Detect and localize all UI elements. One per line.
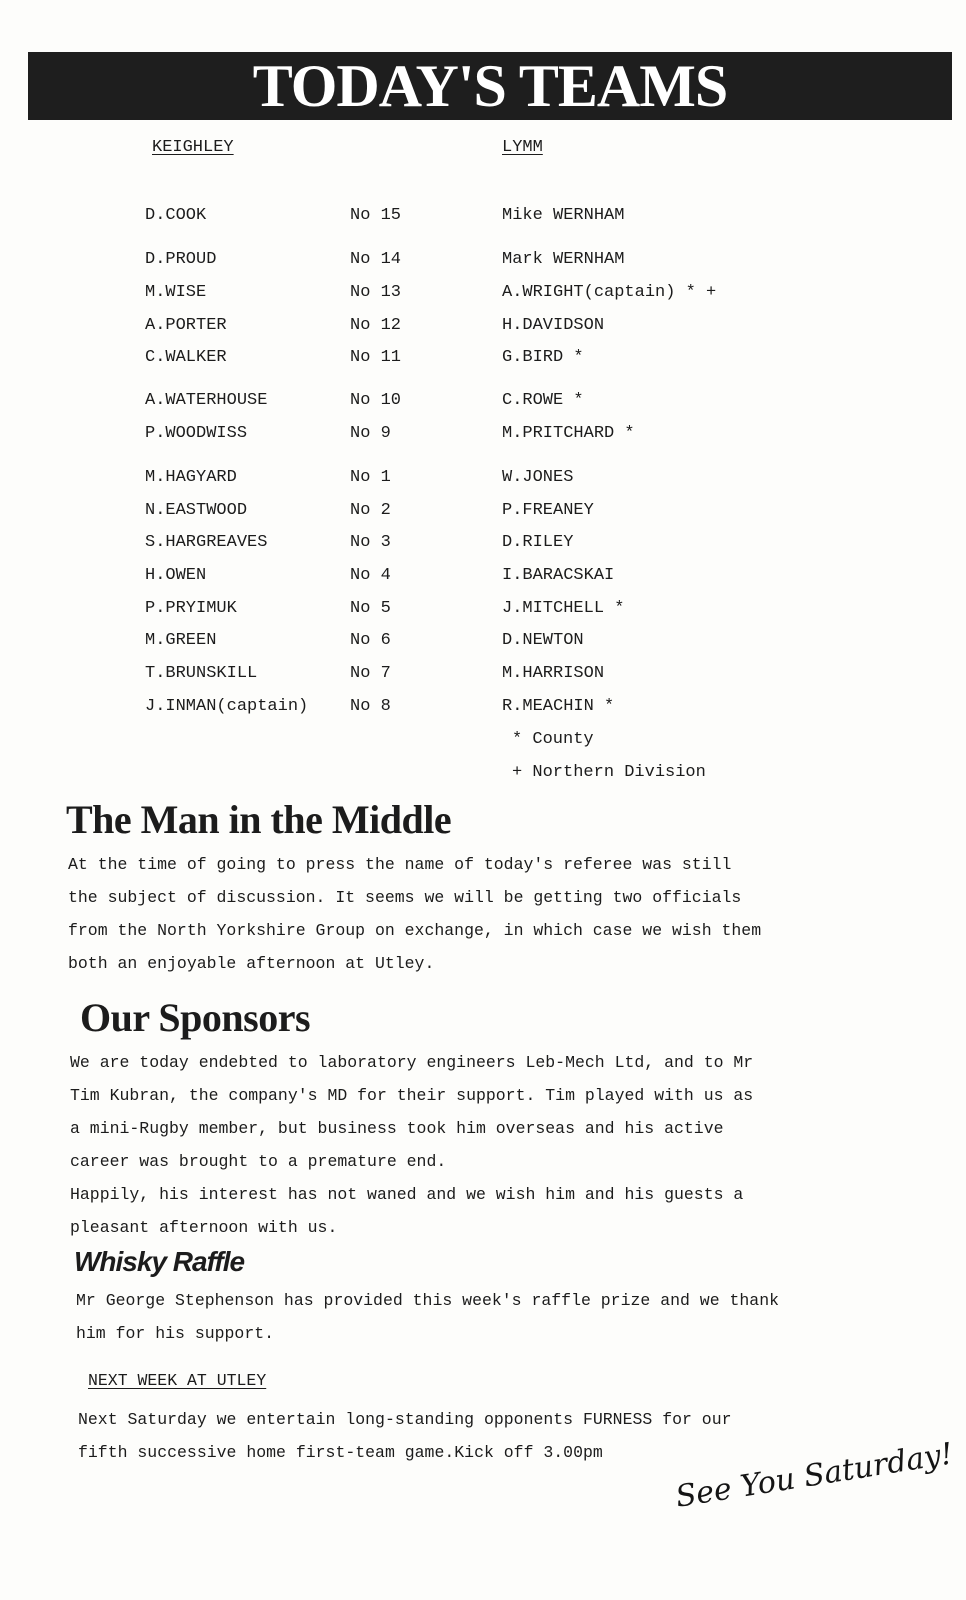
- referee-heading: The Man in the Middle: [66, 797, 452, 842]
- away-player: J.MITCHELL *: [502, 599, 625, 618]
- away-player: Mike WERNHAM: [502, 206, 625, 225]
- home-player: H.OWEN: [145, 566, 207, 585]
- text-line: pleasant afternoon with us.: [70, 1218, 338, 1237]
- position-number: No 2: [350, 501, 391, 520]
- home-player: M.GREEN: [145, 631, 217, 650]
- team-row: [0, 348, 966, 372]
- team-row: [0, 664, 966, 688]
- sponsors-paragraph: [70, 1046, 753, 1244]
- home-player: D.COOK: [145, 206, 207, 225]
- text-line: At the time of going to press the name of today's referee was still: [68, 855, 732, 874]
- home-player: D.PROUD: [145, 250, 217, 269]
- position-number: No 14: [350, 250, 402, 269]
- text-line: him for his support.: [76, 1324, 275, 1343]
- team-row: [0, 501, 966, 525]
- position-number: No 8: [350, 697, 391, 716]
- team-row: [0, 468, 966, 492]
- team-row: [0, 206, 966, 230]
- team-row: [0, 391, 966, 415]
- position-number: No 3: [350, 533, 391, 552]
- team-row: [0, 533, 966, 557]
- home-player: M.HAGYARD: [145, 468, 237, 487]
- away-player: M.HARRISON: [502, 664, 605, 683]
- position-number: No 12: [350, 316, 402, 335]
- text-line: We are today endebted to laboratory engineers Leb-Mech Ltd, and to Mr: [70, 1053, 754, 1072]
- away-player: A.WRIGHT(captain) * +: [502, 283, 717, 302]
- position-number: No 6: [350, 631, 391, 650]
- text-line: fifth successive home first-team game.Kick off 3.00pm: [78, 1443, 603, 1462]
- position-number: No 7: [350, 664, 391, 683]
- legend-county: * County: [512, 730, 594, 749]
- team-row: [0, 566, 966, 590]
- away-player: P.FREANEY: [502, 501, 594, 520]
- home-player: N.EASTWOOD: [145, 501, 248, 520]
- away-player: I.BARACSKAI: [502, 566, 615, 585]
- text-line: a mini-Rugby member, but business took him overseas and his active: [70, 1119, 724, 1138]
- home-player: C.WALKER: [145, 348, 227, 367]
- raffle-paragraph: [76, 1284, 779, 1350]
- away-team-heading: LYMM: [502, 138, 543, 157]
- team-row: [0, 697, 966, 721]
- position-number: No 5: [350, 599, 391, 618]
- legend-northern-division: + Northern Division: [512, 763, 706, 782]
- next-week-paragraph: [78, 1403, 732, 1469]
- away-player: D.RILEY: [502, 533, 574, 552]
- text-line: the subject of discussion. It seems we will be getting two officials: [68, 888, 742, 907]
- position-number: No 4: [350, 566, 391, 585]
- sponsors-heading: Our Sponsors: [80, 995, 311, 1040]
- position-number: No 1: [350, 468, 391, 487]
- home-player: M.WISE: [145, 283, 207, 302]
- away-player: G.BIRD *: [502, 348, 584, 367]
- position-number: No 15: [350, 206, 402, 225]
- home-team-heading: KEIGHLEY: [152, 138, 234, 157]
- position-number: No 13: [350, 283, 402, 302]
- team-row: [0, 316, 966, 340]
- title-banner: [28, 52, 952, 120]
- position-number: No 11: [350, 348, 402, 367]
- away-player: C.ROWE *: [502, 391, 584, 410]
- text-line: career was brought to a premature end.: [70, 1152, 447, 1171]
- home-player: P.WOODWISS: [145, 424, 248, 443]
- home-player: S.HARGREAVES: [145, 533, 268, 552]
- home-player: P.PRYIMUK: [145, 599, 237, 618]
- away-player: W.JONES: [502, 468, 574, 487]
- text-line: Next Saturday we entertain long-standing opponents FURNESS for our: [78, 1410, 732, 1429]
- team-row: [0, 283, 966, 307]
- home-player: T.BRUNSKILL: [145, 664, 258, 683]
- text-line: Tim Kubran, the company's MD for their support. Tim played with us as: [70, 1086, 754, 1105]
- position-number: No 10: [350, 391, 402, 410]
- raffle-heading: Whisky Raffle: [74, 1246, 245, 1277]
- referee-paragraph: [68, 848, 761, 980]
- team-row: [0, 424, 966, 448]
- home-player: J.INMAN(captain): [145, 697, 309, 716]
- text-line: both an enjoyable afternoon at Utley.: [68, 954, 435, 973]
- text-line: from the North Yorkshire Group on exchange, in which case we wish them: [68, 921, 762, 940]
- page-title: TODAY'S TEAMS: [252, 53, 728, 119]
- away-player: D.NEWTON: [502, 631, 584, 650]
- text-line: Mr George Stephenson has provided this week's raffle prize and we thank: [76, 1291, 780, 1310]
- next-week-heading: NEXT WEEK AT UTLEY: [88, 1371, 267, 1390]
- team-row: [0, 599, 966, 623]
- away-player: H.DAVIDSON: [502, 316, 605, 335]
- away-player: R.MEACHIN *: [502, 697, 615, 716]
- team-row: [0, 250, 966, 274]
- home-player: A.WATERHOUSE: [145, 391, 268, 410]
- team-row: [0, 631, 966, 655]
- position-number: No 9: [350, 424, 391, 443]
- home-player: A.PORTER: [145, 316, 227, 335]
- away-player: M.PRITCHARD *: [502, 424, 635, 443]
- handwritten-signoff: See You Saturday!: [673, 1436, 956, 1515]
- away-player: Mark WERNHAM: [502, 250, 625, 269]
- text-line: Happily, his interest has not waned and we wish him and his guests a: [70, 1185, 744, 1204]
